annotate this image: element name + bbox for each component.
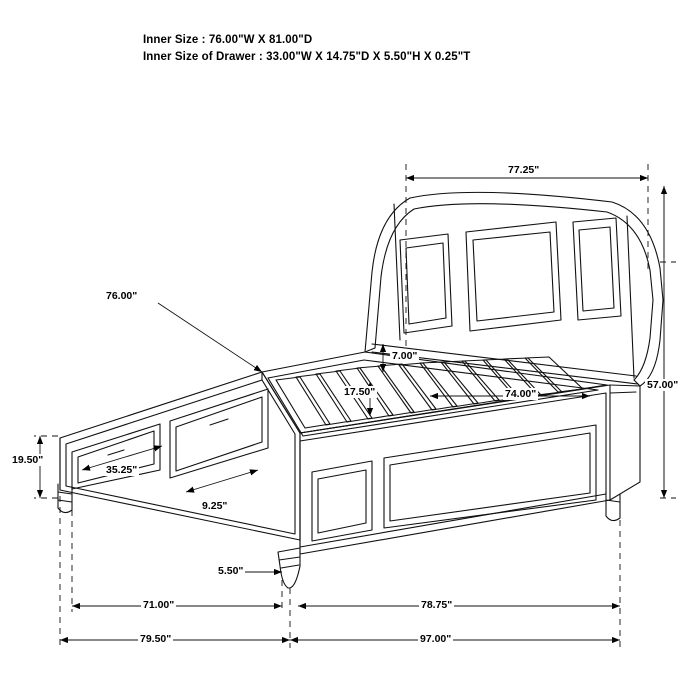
dim-interior-length: 74.00" (505, 388, 537, 400)
dim-side-front: 71.00" (143, 599, 175, 611)
dim-headboard-height: 57.00" (647, 379, 679, 391)
inner-size-line-1: Inner Size : 76.00"W X 81.00"D (143, 34, 313, 46)
dim-overall-front: 79.50" (140, 633, 172, 645)
dim-slat-spacing: 17.50" (344, 386, 376, 398)
dim-slat-gap: 7.00" (392, 350, 418, 362)
dim-drawer-width: 35.25" (106, 464, 138, 476)
dim-side-rear: 78.75" (421, 599, 453, 611)
inner-size-line-2: Inner Size of Drawer : 33.00"W X 14.75"D X 5.50"H X 0.25"T (143, 51, 471, 63)
dim-headboard-top-width: 77.25" (508, 164, 540, 176)
dim-mattress-width: 76.00" (106, 290, 138, 302)
dim-foot-clearance: 5.50" (218, 565, 244, 577)
dim-overall-total: 97.00" (420, 633, 452, 645)
dim-rail-height: 19.50" (12, 454, 44, 466)
dim-drawer-depth: 9.25" (202, 500, 228, 512)
